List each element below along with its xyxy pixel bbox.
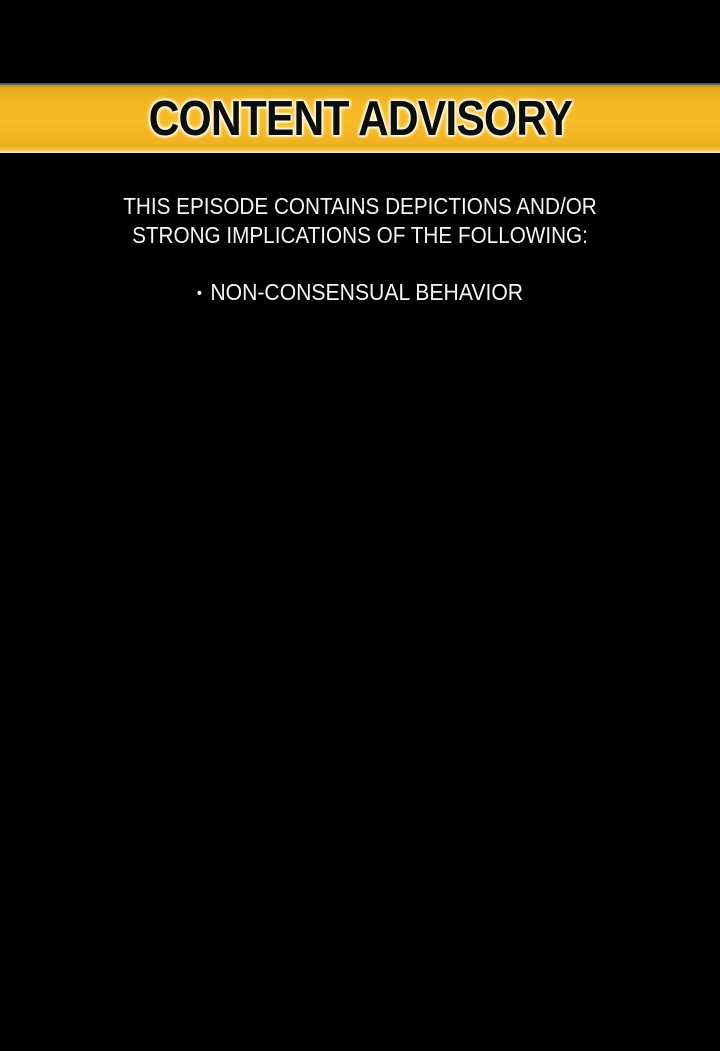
- advisory-intro-line-1: THIS EPISODE CONTAINS DEPICTIONS AND/OR: [123, 193, 597, 219]
- content-advisory-banner: [0, 83, 720, 153]
- advisory-intro-line-2: STRONG IMPLICATIONS OF THE FOLLOWING:: [132, 222, 588, 248]
- content-advisory-title: CONTENT ADVISORY: [148, 91, 572, 146]
- bullet-icon: •: [196, 285, 203, 302]
- advisory-list-item: [29, 278, 691, 308]
- advisory-intro: [36, 192, 684, 250]
- advisory-item-label: NON-CONSENSUAL BEHAVIOR: [210, 279, 524, 305]
- advisory-text-block: [0, 192, 720, 308]
- advisory-list: [29, 278, 691, 308]
